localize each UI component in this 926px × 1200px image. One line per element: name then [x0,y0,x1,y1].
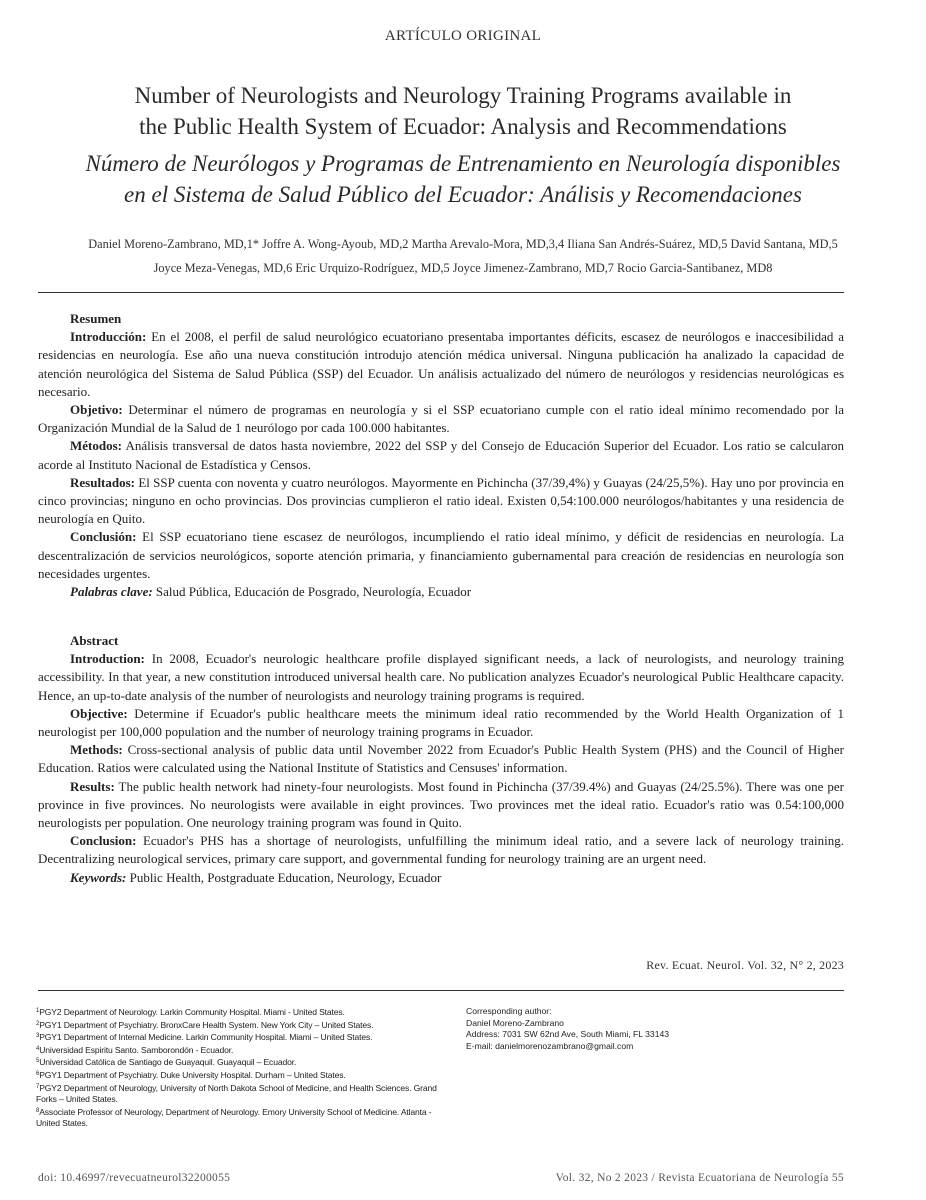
affiliation-list [36,1006,446,1130]
resumen-label: Métodos: [70,438,122,454]
resumen-text: El SSP cuenta con noventa y cuatro neurólogos. Mayormente en Pichincha (37/39,4%) y Guayas (24/25,5%). Hay uno por provincia en cinco provincias; ninguno en ocho provincias. Dos provincias cumplieron el ratio ideal. Existen 0,54:100.000 neurólogos/habitantes y una residencia de neurología en Quito. [38,474,844,527]
footer-doi: doi: 10.46997/revecuatneurol32200055 [38,1172,231,1184]
journal-reference: Rev. Ecuat. Neurol. Vol. 32, N° 2, 2023 [646,958,844,972]
resumen-text: Análisis transversal de datos hasta noviembre, 2022 del SSP y del Consejo de Educación Superior del Ecuador. Los ratio se calcularon acorde al Instituto Nacional de Estadística y Censos. [38,438,844,472]
affiliation-number: 1 [36,1008,40,1014]
abstract-label: Objective: [70,705,128,721]
affiliation-number: 3 [36,1033,40,1040]
affiliation-number: 8 [36,1107,40,1114]
resumen-paragraph [38,328,844,401]
keywords-label: Keywords: [70,869,127,885]
affiliation-item [36,1006,446,1019]
affiliation-text: PGY2 Department of Neurology, University of North Dakota School of Medicine, and Health Sciences. Grand Forks – United States. [36,1082,437,1105]
affiliation-item [36,1056,446,1069]
affiliation-item [36,1106,446,1130]
affiliation-item [36,1069,446,1082]
resumen-label: Objetivo: [70,402,123,418]
resumen-paragraph [38,437,844,473]
resumen-paragraph [38,474,844,529]
title-english-line: Number of Neurologists and Neurology Training Programs available in [134,83,792,108]
divider [38,292,844,293]
affiliation-text: PGY2 Department of Neurology. Larkin Community Hospital. Miami - United States. [39,1007,345,1017]
abstract-paragraph [38,778,844,833]
abstract-keywords [38,869,844,887]
title-english [40,80,886,142]
corresponding-author [466,1006,846,1052]
divider [38,990,844,991]
abstract-paragraph [38,650,844,705]
resumen-label: Resultados: [70,474,136,490]
resumen-text: El SSP ecuatoriano tiene escasez de neurólogos, incumpliendo el ratio ideal mínimo, y déficit de residencias en neurología. La descentralización de servicios neurológicos, soporte atención primaria, y financiamiento gubernamental para creación de residencias en neurología son necesidades urgentes. [38,529,844,581]
affiliation-number: 5 [36,1058,40,1065]
corresponding-name: Daniel Moreno-Zambrano [466,1017,564,1028]
abstract-text: In 2008, Ecuador's neurologic healthcare profile displayed significant needs, a lack of neurologists, and neurology training accessibility. In that year, a new constitution introduced universal health care. No publication analyzes Ecuador's neurological Public Healthcare capacity. Hence, an up-to-date analysis of the number of neurologists and neurology training programs is required. [38,651,844,703]
abstract-text: The public health network had ninety-four neurologists. Most found in Pichincha (37/39.4%) and Guayas (24/25.5%). There was one per province in five provinces. No neurologists were available in eight provinces. Two provinces met the ideal ratio. Ecuador's ratio was 0.54:100,000 neurologists per population. One neurology training program was found in Quito. [38,778,844,831]
affiliation-number: 6 [36,1070,40,1077]
keywords-label: Palabras clave: [70,584,153,600]
abstract-label: Introduction: [70,651,145,667]
resumen-label: Conclusión: [70,529,137,545]
resumen-section [38,310,844,601]
resumen-text: En el 2008, el perfil de salud neurológico ecuatoriano presentaba importantes déficits, escasez de neurólogos e inaccesibilidad a residencias en neurología. Ese año una nueva constitución introdujo atención médica universal. Ninguna publicación ha analizado la capacidad de atención neurológica del Sistema de Salud Pública (SSP) del Ecuador. Un análisis actualizado del número de neurólogos y residencias neurológicas es necesario. [38,329,844,399]
corresponding-label: Corresponding author: [466,1006,552,1016]
title-spanish-line: Número de Neurólogos y Programas de Entrenamiento en Neurología disponibles [85,151,841,176]
abstract-paragraph [38,832,844,868]
section-label: ARTÍCULO ORIGINAL [384,28,542,44]
abstract-text: Ecuador's PHS has a shortage of neurologists, unfulfilling the minimum ideal ratio, and a severe lack of neurology training. Decentralizing neurological services, primary care support, and governmental funding for neurology training are an urgent need. [38,833,844,867]
title-english-line: the Public Health System of Ecuador: Analysis and Recommendations [139,114,787,139]
resumen-label: Introducción: [70,329,147,345]
author-line: Joyce Meza-Venegas, MD,6 Eric Urquizo-Rodríguez, MD,5 Joyce Jimenez-Zambrano, MD,7 Rocio Garcia-Santibanez, MD8 [153,261,773,275]
abstract-label: Conclusion: [70,833,137,849]
keywords-text: Salud Pública, Educación de Posgrado, Neurología, Ecuador [152,584,472,600]
title-spanish-line: en el Sistema de Salud Público del Ecuador: Análisis y Recomendaciones [124,182,802,207]
resumen-heading: Resumen [70,311,122,326]
affiliation-number: 2 [36,1020,40,1027]
affiliation-text: PGY1 Department of Internal Medicine. Larkin Community Hospital. Miami – United States. [39,1032,373,1043]
affiliation-item [36,1019,446,1032]
affiliation-text: Universidad Católica de Santiago de Guayaquil. Guayaquil – Ecuador. [39,1057,297,1068]
abstract-heading: Abstract [70,633,119,648]
abstract-paragraph [38,741,844,777]
resumen-text: Determinar el número de programas en neurología y si el SSP ecuatoriano cumple con el ratio ideal mínimo recomendado por la Organización Mundial de la Salud de 1 neurólogo por cada 100.000 habitantes. [38,402,844,436]
resumen-paragraph [38,401,844,437]
affiliation-item [36,1031,446,1044]
affiliation-text: PGY1 Department of Psychiatry. BronxCare Health System. New York City – United States. [39,1019,374,1030]
corresponding-address: Address: 7031 SW 62nd Ave, South Miami, FL 33143 [466,1029,670,1040]
abstract-label: Results: [70,778,115,794]
title-spanish [40,148,886,210]
affiliation-item [36,1082,446,1106]
resumen-paragraph [38,528,844,583]
abstract-section [38,632,844,887]
abstract-label: Methods: [70,742,123,758]
affiliation-number: 7 [36,1083,40,1090]
affiliation-text: Universidad Espiritu Santo. Samborondón - Ecuador. [39,1044,234,1055]
resumen-keywords [38,583,844,601]
affiliation-text: Associate Professor of Neurology, Department of Neurology. Emory University School of Medicine. Atlanta - United States. [36,1106,432,1129]
author-line: Daniel Moreno-Zambrano, MD,1* Joffre A. Wong-Ayoub, MD,2 Martha Arevalo-Mora, MD,3,4 Iliana San Andrés-Suárez, MD,5 David Santana, MD,5 [88,237,838,251]
footer-journal: Vol. 32, No 2 2023 / Revista Ecuatoriana de Neurología 55 [555,1172,844,1184]
affiliation-item [36,1044,446,1057]
author-list [30,232,896,280]
affiliation-text: PGY1 Department of Psychiatry. Duke University Hospital. Durham – United States. [39,1069,346,1080]
corresponding-email: E-mail: danielmorenozambrano@gmail.com [466,1040,634,1051]
abstract-text: Cross-sectional analysis of public data until November 2022 from Ecuador's Public Health System (PHS) and the Council of Higher Education. Ratios were calculated using the National Institute of Statistics and Censuses' information. [38,742,844,776]
abstract-text: Determine if Ecuador's public healthcare meets the minimum ideal ratio recommended by the World Health Organization of 1 neurologist per 100,000 population and the number of neurology training programs in Ecuador. [38,705,844,740]
keywords-text: Public Health, Postgraduate Education, Neurology, Ecuador [126,869,442,885]
abstract-paragraph [38,705,844,741]
affiliation-number: 4 [36,1045,40,1052]
